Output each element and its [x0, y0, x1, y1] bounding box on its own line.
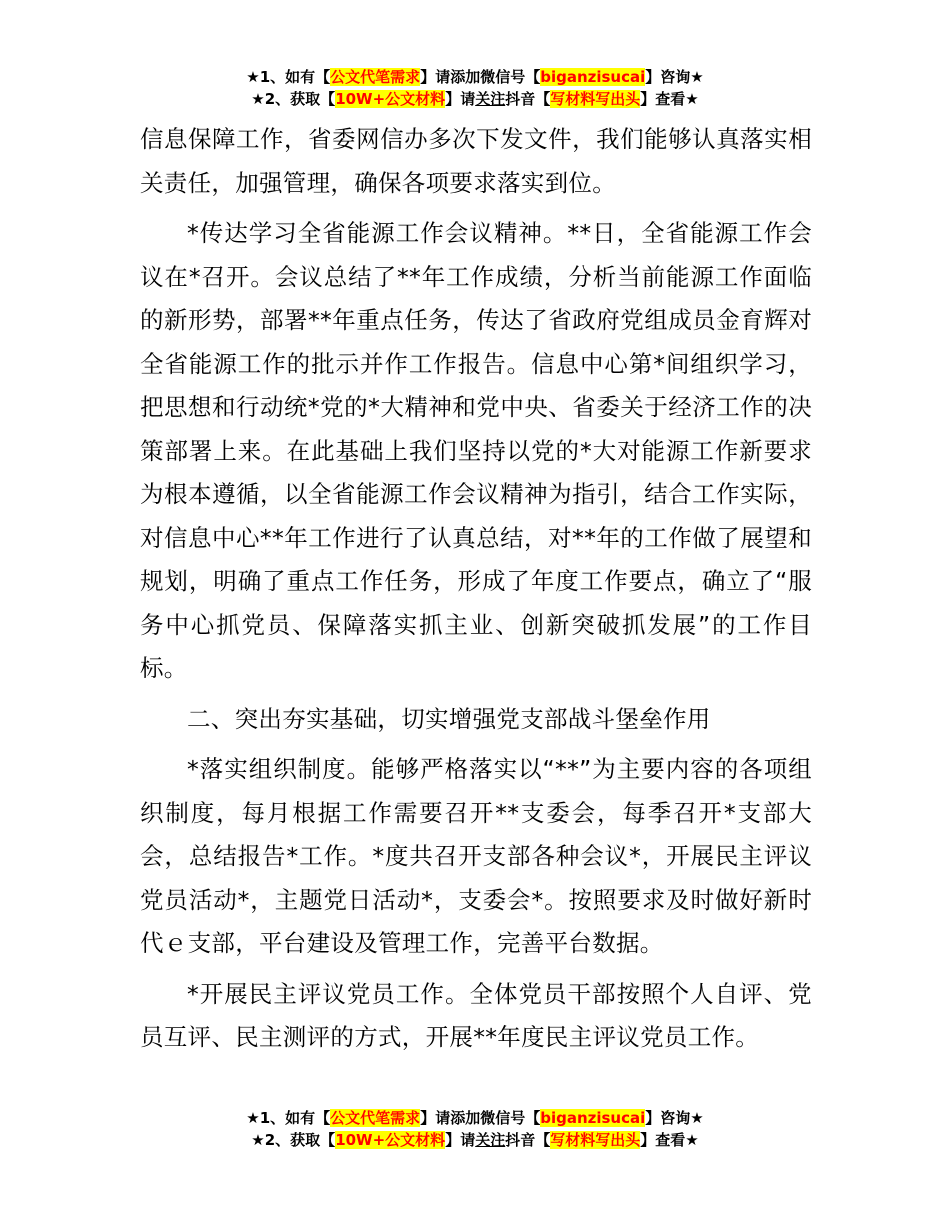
underlined-follow: 关注: [475, 90, 506, 108]
highlight-douyin-account: 写材料写出头: [550, 1131, 641, 1149]
header-banner-line-2: ★2、获取【10W+公文材料】请关注抖音【写材料写出头】查看★: [251, 90, 699, 108]
highlight-wechat-id: biganzisucai: [540, 68, 646, 86]
header-banner: [0, 66, 950, 110]
paragraph-energy-meeting: *传达学习全省能源工作会议精神。**日，全省能源工作会议在*召开。会议总结了**年工作成绩，分析当前能源工作面临的新形势，部署**年重点任务，传达了省政府党组成员金育辉对全省能源工作的批示并作工作报告。信息中心第*间组织学习，把思想和行动统*党的*大精神和党中央、省委关于经济工作的决策部署上来。在此基础上我们坚持以党的*大对能源工作新要求为根本遵循，以全省能源工作会议精神为指引，结合工作实际，对信息中心**年工作进行了认真总结，对**年的工作做了展望和规划，明确了重点工作任务，形成了年度工作要点，确立了“服务中心抓党员、保障落实抓主业、创新突破抓发展”的工作目标。: [140, 219, 812, 682]
document-body: [140, 118, 812, 1067]
footer-banner: [0, 1107, 950, 1151]
highlight-ghostwriting: 公文代笔需求: [330, 68, 421, 86]
paragraph-organization-system: *落实组织制度。能够严格落实以“**”为主要内容的各项组织制度，每月根据工作需要召开**支委会，每季召开*支部大会，总结报告*工作。*度共召开支部各种会议*，开展民主评议党员活动*，主题党日活动*，支委会*。按照要求及时做好新时代ｅ支部，平台建设及管理工作，完善平台数据。: [140, 755, 812, 957]
footer-banner-line-1: ★1、如有【公文代笔需求】请添加微信号【biganzisucai】咨询★: [246, 1109, 704, 1127]
highlight-douyin-account: 写材料写出头: [550, 90, 641, 108]
highlight-materials: 10W+公文材料: [335, 1131, 446, 1149]
underlined-follow: 关注: [475, 1131, 506, 1149]
section-heading: 二、突出夯实基础，切实增强党支部战斗堡垒作用: [187, 704, 711, 733]
highlight-materials: 10W+公文材料: [335, 90, 446, 108]
paragraph-continued: 信息保障工作，省委网信办多次下发文件，我们能够认真落实相关责任，加强管理，确保各项要求落实到位。: [140, 125, 812, 197]
highlight-ghostwriting: 公文代笔需求: [330, 1109, 421, 1127]
highlight-wechat-id: biganzisucai: [540, 1109, 646, 1127]
header-banner-line-1: ★1、如有【公文代笔需求】请添加微信号【biganzisucai】咨询★: [246, 68, 704, 86]
footer-banner-line-2: ★2、获取【10W+公文材料】请关注抖音【写材料写出头】查看★: [251, 1131, 699, 1149]
paragraph-democratic-evaluation: *开展民主评议党员工作。全体党员干部按照个人自评、党员互评、民主测评的方式，开展**年度民主评议党员工作。: [140, 979, 812, 1051]
